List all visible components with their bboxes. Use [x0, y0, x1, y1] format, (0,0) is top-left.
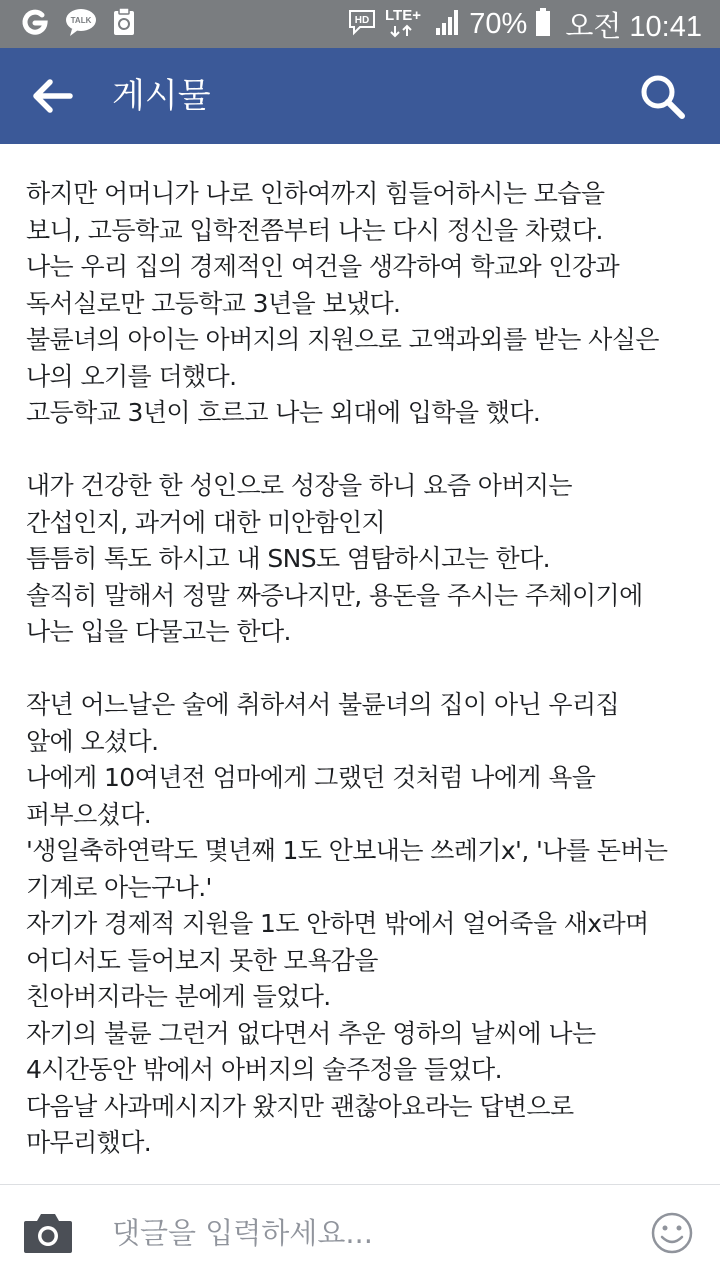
page-title: 게시물 [112, 76, 211, 116]
svg-text:TALK: TALK [70, 16, 92, 25]
hd-label: HD [355, 15, 370, 26]
text-line: 고등학교 3년이 흐르고 나는 외대에 입학을 했다. [26, 398, 541, 427]
text-line: 독서실로만 고등학교 3년을 보냈다. [26, 288, 401, 318]
network-label: LTE+ [385, 7, 422, 24]
lte-icon [385, 4, 427, 44]
text-line: 4시간동안 밖에서 아버지의 술주정을 들었다. [26, 1055, 502, 1084]
text-line: 내가 건강한 한 성인으로 성장을 하니 요즘 아버지는 [26, 471, 572, 500]
text-line: 틈틈히 톡도 하시고 내 SNS도 염탐하시고는 한다. [26, 544, 550, 573]
text-line: 나는 우리 집의 경제적인 여건을 생각하여 학교와 인강과 [26, 252, 620, 281]
text-line: 불륜녀의 아이는 아버지의 지원으로 고액과외를 받는 사실은 [26, 325, 659, 354]
back-button[interactable] [26, 70, 78, 122]
text-line: 간섭인지, 과거에 대한 미안함인지 [26, 507, 386, 537]
comment-input[interactable] [96, 1207, 632, 1259]
text-line: 기계로 아는구나.' [26, 872, 212, 902]
text-line: 퍼부으셨다. [26, 799, 152, 829]
paragraph [26, 687, 706, 1162]
text-line: 어디서도 들어보지 못한 모욕감을 [26, 945, 378, 975]
clipboard-icon [112, 7, 136, 41]
paragraph [26, 468, 706, 651]
text-line: 나의 오기를 더했다. [26, 361, 237, 391]
text-line: 마무리했다. [26, 1128, 152, 1157]
g-icon [20, 7, 50, 41]
text-line: 자기가 경제적 지원을 1도 안하면 밖에서 얼어죽을 새x라며 [26, 909, 649, 938]
smiley-icon [650, 1211, 694, 1255]
text-line: 다음날 사과메시지가 왔지만 괜찮아요라는 답변으로 [26, 1091, 574, 1121]
signal-icon [435, 8, 461, 40]
text-line: 자기의 불륜 그런거 없다면서 추운 영하의 날씨에 나는 [26, 1018, 596, 1048]
paragraph-gap [26, 432, 706, 469]
text-line: 앞에 오셨다. [26, 726, 159, 756]
status-bar-right [347, 4, 702, 44]
search-button[interactable] [636, 70, 690, 124]
search-icon [636, 70, 690, 124]
comment-bar [0, 1184, 720, 1281]
emoji-button[interactable] [650, 1211, 694, 1255]
app-bar [0, 48, 720, 144]
post-body [26, 176, 706, 1162]
clock: 오전 10:41 [565, 10, 702, 43]
battery-icon [535, 7, 551, 41]
paragraph-gap [26, 651, 706, 688]
text-line: '생일축하연락도 몇년째 1도 안보내는 쓰레기x', '나를 돈버는 [26, 836, 668, 865]
text-line: 나에게 10여년전 엄마에게 그랬던 것처럼 나에게 욕을 [26, 763, 596, 792]
status-bar [0, 0, 720, 48]
camera-icon [22, 1211, 74, 1255]
text-line: 작년 어느날은 술에 취하셔서 불륜녀의 집이 아닌 우리집 [26, 690, 620, 719]
status-bar-left-icons [20, 8, 136, 40]
text-line: 솔직히 말해서 정말 짜증나지만, 용돈을 주시는 주체이기에 [26, 580, 643, 610]
text-line: 나는 입을 다물고는 한다. [26, 617, 291, 646]
hd-voice-icon [347, 7, 377, 41]
talk-icon [64, 7, 98, 41]
paragraph [26, 176, 706, 432]
back-arrow-icon [26, 70, 78, 122]
text-line: 하지만 어머니가 나로 인하여까지 힘들어하시는 모습을 [26, 179, 605, 208]
text-line: 보니, 고등학교 입학전쯤부터 나는 다시 정신을 차렸다. [26, 215, 603, 245]
battery-percent: 70% [469, 7, 528, 40]
text-line: 친아버지라는 분에게 들었다. [26, 982, 331, 1011]
camera-button[interactable] [22, 1211, 74, 1255]
